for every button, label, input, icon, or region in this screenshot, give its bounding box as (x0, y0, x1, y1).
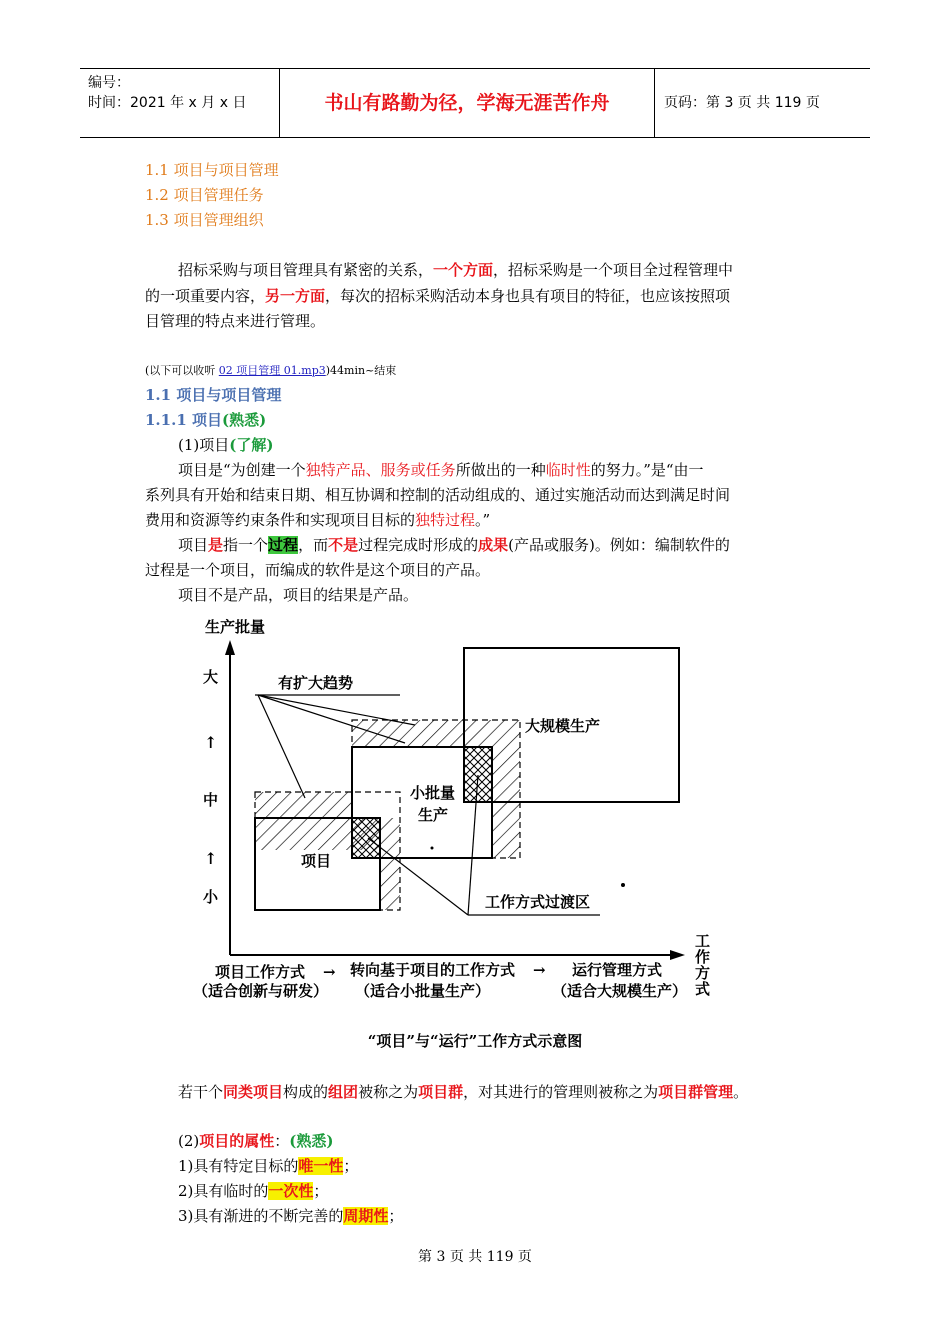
y-label-big: 大 (203, 668, 219, 686)
intro-line-1: 招标采购与项目管理具有紧密的关系，一个方面，招标采购是一个项目全过程管理中 (178, 261, 734, 279)
x-category-2-sub: （适合小批量生产） (355, 982, 491, 1000)
page-header (80, 68, 870, 138)
x-arrow-2: → (533, 961, 546, 979)
section-heading: 1.1 项目与项目管理 (145, 386, 282, 404)
attribute-item-1: 1)具有特定目标的唯一性； (178, 1157, 359, 1175)
attributes-heading: (2)项目的属性：(熟悉) (178, 1132, 334, 1150)
x-category-1-sub: （适合创新与研发） (193, 982, 329, 1000)
intro-line-2: 的一项重要内容，另一方面，每次的招标采购活动本身也具有项目的特征，也应该按照项 (145, 287, 731, 305)
y-label-mid: 中 (203, 791, 219, 809)
small-batch-label-1: 小批量 (410, 784, 456, 802)
toc-item-3[interactable]: 1.3 项目管理组织 (145, 211, 264, 229)
stray-dot-2 (621, 883, 625, 887)
para3: 项目不是产品，项目的结果是产品。 (178, 586, 419, 604)
y-axis-arrow (225, 640, 235, 655)
x-axis-title (695, 932, 710, 998)
para2-line-2: 过程是一个项目，而编成的软件是这个项目的产品。 (145, 561, 491, 579)
header-page-info: 页码：第 3 页 共 119 页 (664, 95, 820, 111)
transition-zone-1 (352, 818, 380, 858)
svg-text:方: 方 (695, 964, 711, 982)
project-label: 项目 (301, 852, 332, 870)
audio-link[interactable]: 02 项目管理 01.mp3 (218, 364, 326, 377)
attribute-item-2: 2)具有临时的一次性； (178, 1182, 329, 1200)
doc-number-label: 编号： (88, 75, 130, 91)
figure-caption: “项目”与“运行”工作方式示意图 (367, 1032, 583, 1050)
header-meta (80, 69, 280, 137)
x-category-3-title: 运行管理方式 (572, 961, 663, 979)
audio-note: (以下可以收听 02 项目管理 01.mp3)44min~结束 (145, 364, 397, 377)
x-arrow-1: → (323, 963, 336, 981)
para2-line-1: 项目是指一个过程，而不是过程完成时形成的成果(产品或服务)。例如：编制软件的 (178, 536, 730, 554)
x-category-2-title: 转向基于项目的工作方式 (350, 961, 516, 979)
doc-time-label: 时间：2021 年 x 月 x 日 (88, 95, 247, 111)
para1-line-1: 项目是“为创建一个独特产品、服务或任务所做出的一种临时性的努力。”是“由一 (178, 461, 704, 479)
header-motto: 书山有路勤为径，学海无涯苦作舟 (280, 69, 655, 137)
x-category-3-sub: （适合大规模生产） (552, 982, 688, 1000)
y-axis-title: 生产批量 (205, 618, 266, 636)
para1-line-2: 系列具有开始和结束日期、相互协调和控制的活动组成的、通过实施活动而达到满足时间 (145, 486, 731, 504)
work-mode-diagram (190, 610, 730, 1010)
item-1-heading: (1)项目(了解) (178, 436, 274, 454)
trend-label: 有扩大趋势 (278, 674, 354, 692)
small-batch-label-2: 生产 (418, 806, 449, 824)
y-arrow-1: ↑ (204, 733, 218, 752)
toc-item-2[interactable]: 1.2 项目管理任务 (145, 186, 264, 204)
large-scale-label: 大规模生产 (525, 717, 601, 735)
svg-text:作: 作 (695, 948, 711, 966)
y-arrow-2: ↑ (204, 849, 218, 868)
trend-pointer-1 (258, 695, 305, 798)
toc-item-1[interactable]: 1.1 项目与项目管理 (145, 161, 279, 179)
stray-dot-1 (431, 847, 434, 850)
attribute-item-3: 3)具有渐进的不断完善的周期性； (178, 1207, 404, 1225)
x-axis-arrow (670, 950, 685, 960)
page-footer: 第 3 页 共 119 页 (418, 1249, 532, 1265)
para1-line-3: 费用和资源等约束条件和实现项目目标的独特过程。” (145, 511, 491, 529)
svg-text:式: 式 (695, 980, 711, 998)
x-category-1-title: 项目工作方式 (215, 963, 306, 981)
group-paragraph: 若干个同类项目构成的组团被称之为项目群，对其进行的管理则被称之为项目群管理。 (178, 1083, 749, 1101)
y-label-small: 小 (203, 888, 219, 906)
transition-label: 工作方式过渡区 (485, 893, 591, 911)
transition-zone-2 (464, 747, 492, 802)
intro-line-3: 目管理的特点来进行管理。 (145, 312, 326, 330)
svg-text:工: 工 (695, 932, 711, 950)
subsection-heading: 1.1.1 项目(熟悉) (145, 411, 267, 429)
